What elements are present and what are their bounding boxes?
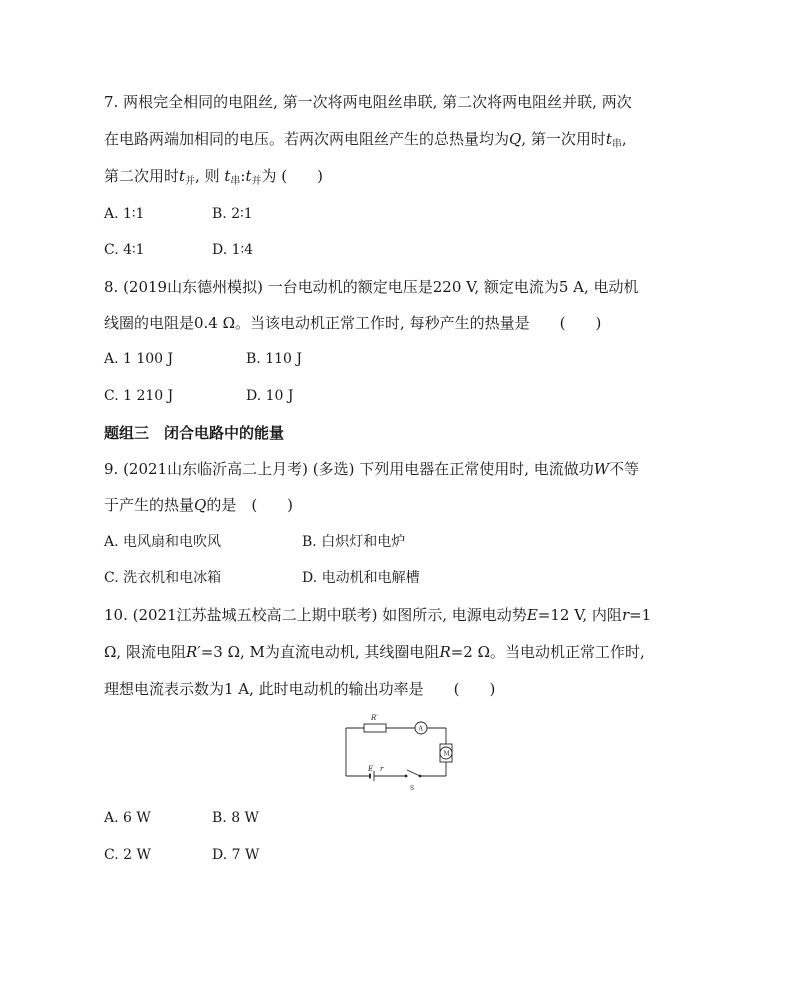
q9-line-1-text: 9. (2021山东临沂高二上月考) (多选) 下列用电器在正常使用时, 电流做功 <box>104 460 594 478</box>
q8-line-2: 线圈的电阻是0.4 Ω。当该电动机正常工作时, 每秒产生的热量是 ( ) <box>104 314 602 332</box>
q10-line-1-text-c: =1 <box>629 606 652 624</box>
label-motor: M <box>443 750 450 758</box>
q9-line-2-text-b: 的是 ( ) <box>206 496 294 514</box>
q8-line-1: 8. (2019山东德州模拟) 一台电动机的额定电压是220 V, 额定电流为5 A, 电动机 <box>104 278 639 296</box>
switch-contact <box>405 775 408 778</box>
circuit-diagram <box>336 708 466 794</box>
var-r-coil: R <box>439 643 451 661</box>
q10-line-2-text: Ω, 限流电阻 <box>104 643 186 661</box>
var-r: r <box>621 606 630 624</box>
q7-line-2-text: 在电路两端加相同的电压。若两次两电阻丝产生的总热量均为 <box>104 130 510 148</box>
section-heading: 题组三 闭合电路中的能量 <box>104 424 285 442</box>
q7-option-a: A. 1∶1 <box>104 206 145 222</box>
q9-option-b: B. 白炽灯和电炉 <box>302 534 406 550</box>
var-t: t <box>179 167 186 185</box>
var-r-prime: R′ <box>185 643 201 661</box>
q8-option-c: C. 1 210 J <box>104 388 174 404</box>
q7-line-2-text-c: , <box>621 130 627 148</box>
var-q: Q <box>509 130 522 148</box>
q8-option-d: D. 10 J <box>246 388 294 404</box>
subscript-series: 串 <box>611 139 622 150</box>
ratio-colon: : <box>240 167 246 185</box>
q7-option-b: B. 2∶1 <box>212 206 253 222</box>
label-ammeter: A <box>418 725 423 733</box>
q9-line-2-text: 于产生的热量 <box>104 496 195 514</box>
var-t: t <box>605 130 612 148</box>
q9-option-d: D. 电动机和电解槽 <box>302 570 420 586</box>
q10-line-2-text-c: =2 Ω。当电动机正常工作时, <box>450 643 645 661</box>
q7-line-3-text-c: 为 ( ) <box>261 167 323 185</box>
q10-line-2 <box>104 641 645 663</box>
subscript-series: 串 <box>230 176 241 187</box>
q7-option-d: D. 1∶4 <box>212 242 254 258</box>
q7-line-3-text-b: , 则 <box>195 167 220 185</box>
label-emf: E <box>368 765 374 773</box>
q8-option-b: B. 110 J <box>246 351 302 367</box>
q7-line-2 <box>104 128 627 156</box>
q10-option-b: B. 8 W <box>212 810 259 826</box>
q8-option-a: A. 1 100 J <box>104 351 174 367</box>
q10-option-d: D. 7 W <box>212 847 260 863</box>
q7-line-3-text: 第二次用时 <box>104 167 180 185</box>
subscript-parallel: 并 <box>251 176 262 187</box>
q7-line-2-text-b: , 第一次用时 <box>521 130 606 148</box>
q7-line-1: 7. 两根完全相同的电阻丝, 第一次将两电阻丝串联, 第二次将两电阻丝并联, 两次 <box>104 93 632 111</box>
q10-line-1 <box>104 604 651 626</box>
q9-line-2 <box>104 494 293 516</box>
switch-contact <box>419 775 422 778</box>
q10-option-c: C. 2 W <box>104 847 151 863</box>
resistor-r-prime <box>364 724 386 732</box>
q10-option-a: A. 6 W <box>104 810 151 826</box>
q9-line-1-text-b: 不等 <box>609 460 640 478</box>
switch-blade <box>407 770 420 776</box>
var-t: t <box>224 167 231 185</box>
label-internal-resistance: r <box>380 765 384 773</box>
label-r-prime: R′ <box>371 714 378 722</box>
q10-line-2-text-b: =3 Ω, M为直流电动机, 其线圈电阻 <box>200 643 440 661</box>
q7-line-3 <box>104 165 323 193</box>
q9-option-a: A. 电风扇和电吹风 <box>104 534 222 550</box>
q9-option-c: C. 洗衣机和电冰箱 <box>104 570 222 586</box>
q10-line-1-text-b: =12 V, 内阻 <box>537 606 622 624</box>
q9-line-1 <box>104 458 639 480</box>
var-w: W <box>593 460 610 478</box>
q10-line-3: 理想电流表示数为1 A, 此时电动机的输出功率是 ( ) <box>104 680 496 698</box>
label-switch: S <box>410 785 415 792</box>
var-q: Q <box>194 496 207 514</box>
q7-option-c: C. 4∶1 <box>104 242 145 258</box>
subscript-parallel: 并 <box>185 176 196 187</box>
var-t: t <box>245 167 252 185</box>
var-e: E <box>526 606 538 624</box>
q10-line-1-text: 10. (2021江苏盐城五校高二上期中联考) 如图所示, 电源电动势 <box>104 606 527 624</box>
